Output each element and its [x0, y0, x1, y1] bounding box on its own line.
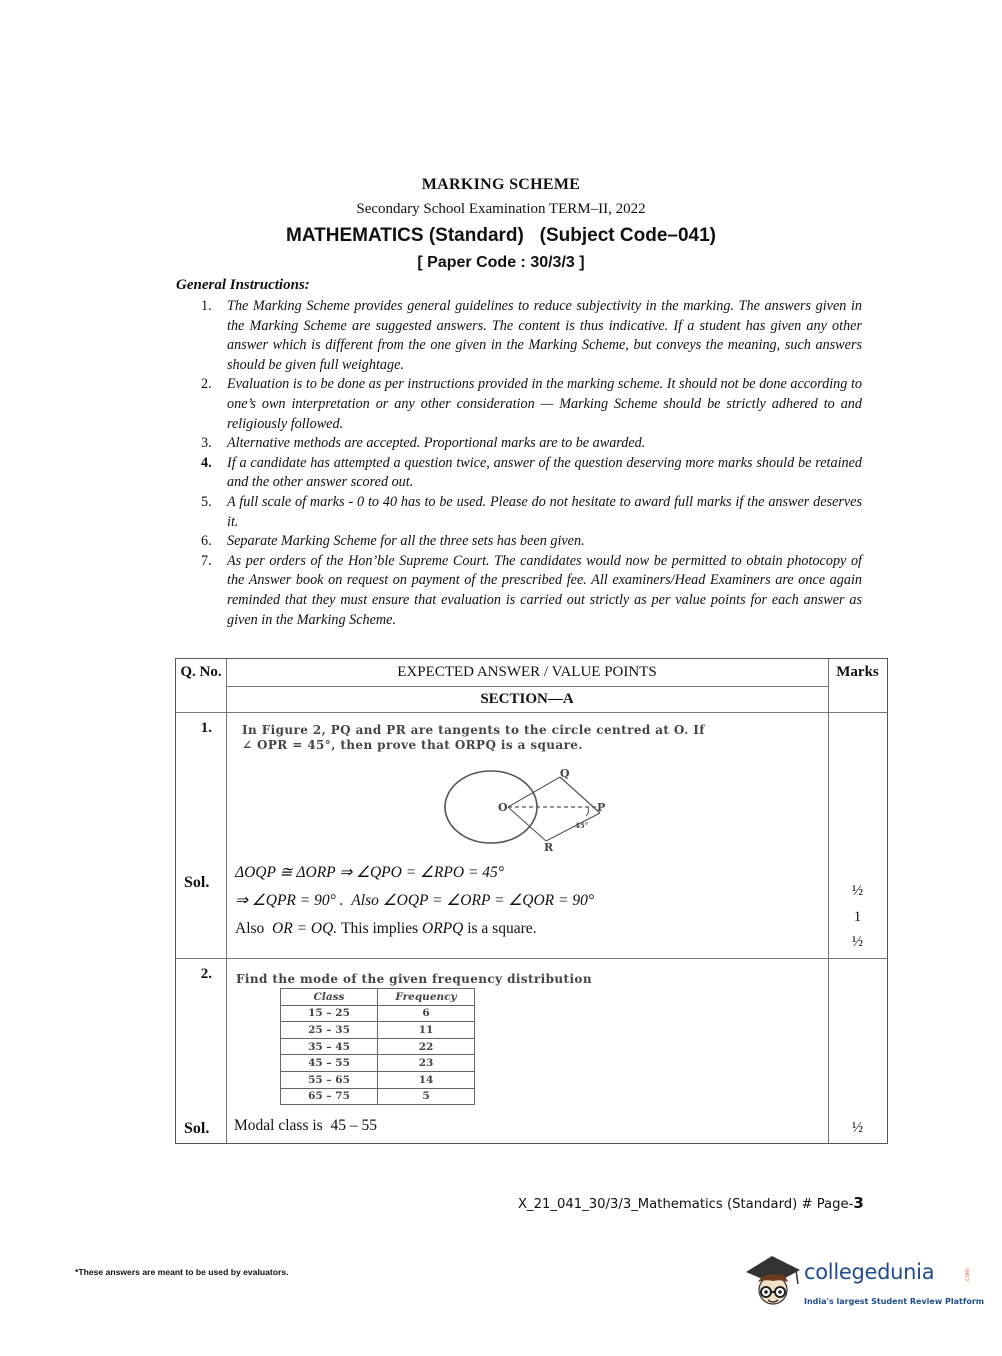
marks-value: ½: [851, 883, 864, 899]
instruction-item: 3. Alternative methods are accepted. Proportional marks are to be awarded.: [201, 435, 646, 452]
brand-tagline: India's largest Student Review Platform: [804, 1297, 985, 1306]
instruction-item: 2. Evaluation is to be done as per instructions provided in the marking scheme. It should not be done according to one’s own interpretation or any other consideration — Marking Scheme should be strictly adhered to and religiously followed.: [201, 376, 862, 432]
frequency-cell: 6: [378, 1005, 475, 1022]
q1-solution-line-3: Also OR = OQ. This implies ORPQ is a square.: [235, 920, 537, 937]
row-divider: [176, 958, 887, 959]
angle-arc: [586, 807, 589, 816]
label-q: Q: [560, 767, 570, 780]
marks-value: ½: [851, 1120, 864, 1136]
solution-label: Sol.: [184, 874, 210, 891]
class-cell: 15 – 25: [281, 1005, 378, 1022]
question-number: 2.: [200, 966, 212, 982]
frequency-cell: 14: [378, 1071, 475, 1088]
header-class: Class: [281, 989, 378, 1006]
class-cell: 25 – 35: [281, 1022, 378, 1039]
frequency-cell: 23: [378, 1055, 475, 1072]
label-p: P: [597, 801, 606, 814]
frequency-table: [280, 988, 475, 1105]
class-cell: 45 – 55: [281, 1055, 378, 1072]
column-divider: [828, 659, 829, 1143]
solution-label: Sol.: [184, 1120, 210, 1137]
instruction-item: 4. If a candidate has attempted a question twice, answer of the question deserving more marks should be retained and the other answer scored out.: [201, 454, 862, 491]
general-instructions-heading: General Instructions:: [176, 277, 310, 293]
mascot-icon: [746, 1256, 800, 1304]
evaluator-note: *These answers are meant to be used by evaluators.: [75, 1267, 289, 1277]
label-angle: 45°: [575, 821, 589, 830]
row-divider: [226, 686, 828, 687]
paper-code: [ Paper Code : 30/3/3 ]: [417, 254, 585, 271]
instruction-item: 6. Separate Marking Scheme for all the three sets has been given.: [201, 533, 585, 550]
q1-solution-line-1: ΔOQP ≅ ΔORP ⇒ ∠QPO = ∠RPO = 45°: [235, 864, 504, 881]
row-divider: [176, 712, 887, 713]
brand-dotcom: .com: [963, 1268, 971, 1283]
page-footer: X_21_041_30/3/3_Mathematics (Standard) # Page-3: [518, 1194, 864, 1212]
section-heading: SECTION—A: [480, 691, 574, 707]
class-cell: 65 – 75: [281, 1088, 378, 1105]
frequency-cell: 11: [378, 1022, 475, 1039]
subject-heading: MATHEMATICS (Standard) (Subject Code–041): [286, 225, 716, 246]
table-row: [281, 989, 475, 1006]
question-number: 1.: [200, 720, 212, 736]
instructions-list: [176, 297, 862, 630]
page-number: 3: [853, 1194, 864, 1212]
table-row: [281, 1071, 475, 1088]
frequency-cell: 5: [378, 1088, 475, 1105]
brand-name: collegedunia: [804, 1260, 935, 1284]
q2-solution: Modal class is 45 – 55: [234, 1117, 377, 1134]
instruction-item: 1. The Marking Scheme provides general guidelines to reduce subjectivity in the marking. The answers given in the Marking Scheme are suggested answers. The content is thus indicative. If a student has given any other answer which is different from the one given in the Marking Scheme, but conveys the meaning, such answers should be given full weightage.: [201, 298, 862, 373]
marks-value: 1: [853, 909, 862, 925]
label-o: O: [498, 801, 508, 814]
table-row: [281, 1005, 475, 1022]
question-2-text: Find the mode of the given frequency distribution: [236, 972, 592, 986]
exam-subtitle: Secondary School Examination TERM–II, 2022: [356, 201, 646, 217]
instruction-item: 7. As per orders of the Hon’ble Supreme Court. The candidates would now be permitted to obtain photocopy of the Answer book on request on payment of the prescribed fee. All examiners/Head Examiners are once again reminded that they must ensure that evaluation is carried out strictly as per value points for each answer as given in the Marking Scheme.: [201, 552, 862, 628]
question-1-text: In Figure 2, PQ and PR are tangents to the circle centred at O. If ∠ OPR = 45°, then prove that ORPQ is a square.: [242, 723, 705, 752]
tangent-line-pr: [546, 813, 600, 841]
table-row: [281, 1055, 475, 1072]
q1-solution-line-2: ⇒ ∠QPR = 90° . Also ∠OQP = ∠ORP = ∠QOR = 90°: [235, 892, 595, 909]
document-title: MARKING SCHEME: [421, 176, 581, 193]
radius-or: [508, 807, 546, 841]
marks-value: ½: [851, 934, 864, 950]
header-qno: Q. No.: [180, 664, 222, 680]
tangent-circle-figure: [436, 767, 606, 851]
instruction-item: 5. A full scale of marks - 0 to 40 has to be used. Please do not hesitate to award full marks if the answer deserves it.: [201, 493, 862, 530]
header-marks: Marks: [836, 664, 879, 680]
header-expected-answer: EXPECTED ANSWER / VALUE POINTS: [397, 664, 657, 680]
table-row: [281, 1038, 475, 1055]
table-row: [281, 1088, 475, 1105]
class-cell: 55 – 65: [281, 1071, 378, 1088]
radius-oq: [508, 777, 560, 807]
column-divider: [226, 659, 227, 1143]
frequency-cell: 22: [378, 1038, 475, 1055]
label-r: R: [544, 841, 554, 851]
table-row: [281, 1022, 475, 1039]
class-cell: 35 – 45: [281, 1038, 378, 1055]
header-frequency: Frequency: [378, 989, 475, 1006]
